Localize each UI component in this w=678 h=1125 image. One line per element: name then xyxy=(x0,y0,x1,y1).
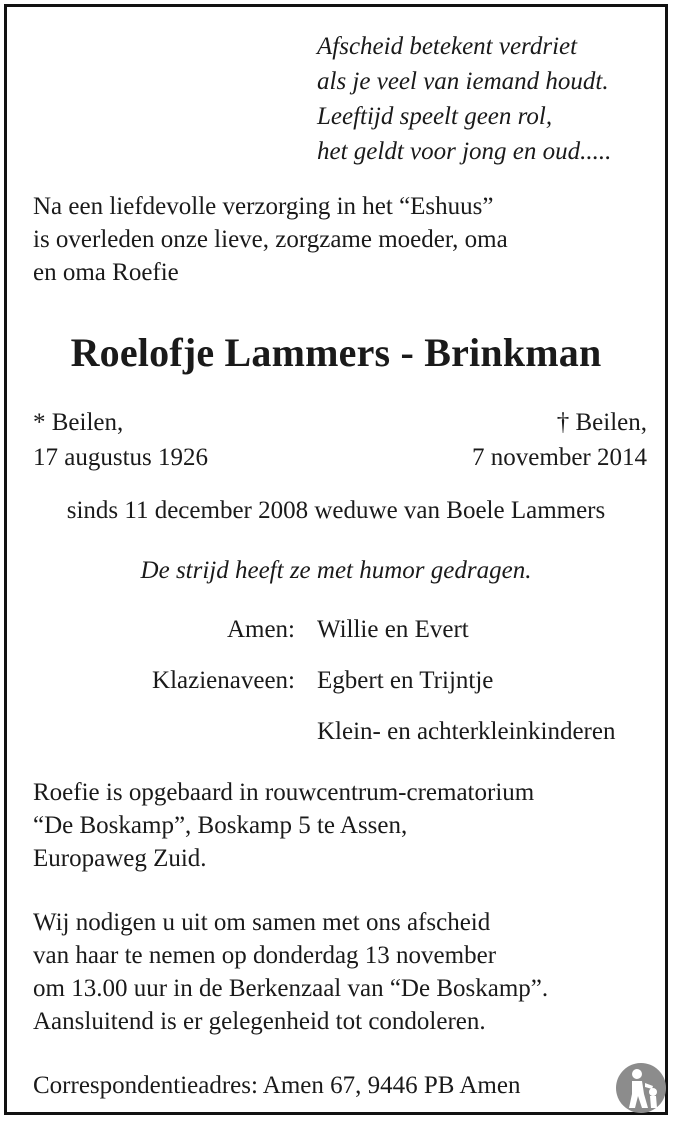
death-info xyxy=(472,405,647,475)
birth-date: 17 augustus 1926 xyxy=(33,444,208,471)
invitation-line: Wij nodigen u uit om samen met ons afscheid xyxy=(33,909,491,936)
family-names: Egbert en Trijntje xyxy=(317,667,494,694)
widow-line: sinds 11 december 2008 weduwe van Boele Lammers xyxy=(66,497,606,524)
invitation-line: van haar te nemen op donderdag 13 november xyxy=(33,942,497,969)
viewing-line: “De Boskamp”, Boskamp 5 te Assen, xyxy=(33,812,408,839)
family-label: Klazienaveen: xyxy=(152,667,295,694)
death-place: † Beilen, xyxy=(556,409,647,436)
family-label: Amen: xyxy=(226,616,295,643)
family-names: Willie en Evert xyxy=(317,616,469,643)
intro-line: en oma Roefie xyxy=(33,259,179,286)
poem-line: het geldt voor jong en oud..... xyxy=(317,138,612,165)
motto: De strijd heeft ze met humor gedragen. xyxy=(140,557,532,584)
viewing-line: Roefie is opgebaard in rouwcentrum-crematorium xyxy=(33,779,535,806)
birth-place: * Beilen, xyxy=(33,409,124,436)
figure-logo-icon xyxy=(615,1062,667,1114)
intro-paragraph xyxy=(33,190,508,289)
correspondence-address: Correspondentieadres: Amen 67, 9446 PB Amen xyxy=(33,1072,521,1099)
viewing-line: Europaweg Zuid. xyxy=(33,845,207,872)
deceased-name: Roelofje Lammers - Brinkman xyxy=(70,330,602,375)
notice-frame xyxy=(4,4,668,1115)
invitation-line: Aansluitend is er gelegenheid tot condoleren. xyxy=(33,1008,486,1035)
intro-line: Na een liefdevolle verzorging in het “Eshuus” xyxy=(33,193,494,220)
family-names: Klein- en achterkleinkinderen xyxy=(317,718,616,745)
invitation-paragraph xyxy=(33,906,548,1038)
poem-line: Afscheid betekent verdriet xyxy=(317,33,578,60)
poem-line: Leeftijd speelt geen rol, xyxy=(317,103,553,130)
intro-line: is overleden onze lieve, zorgzame moeder, oma xyxy=(33,226,508,253)
birth-info xyxy=(33,405,208,475)
poem-line: als je veel van iemand houdt. xyxy=(317,68,609,95)
poem xyxy=(317,29,611,169)
viewing-paragraph xyxy=(33,776,534,875)
death-date: 7 november 2014 xyxy=(472,444,647,471)
invitation-line: om 13.00 uur in de Berkenzaal van “De Boskamp”. xyxy=(33,975,549,1002)
